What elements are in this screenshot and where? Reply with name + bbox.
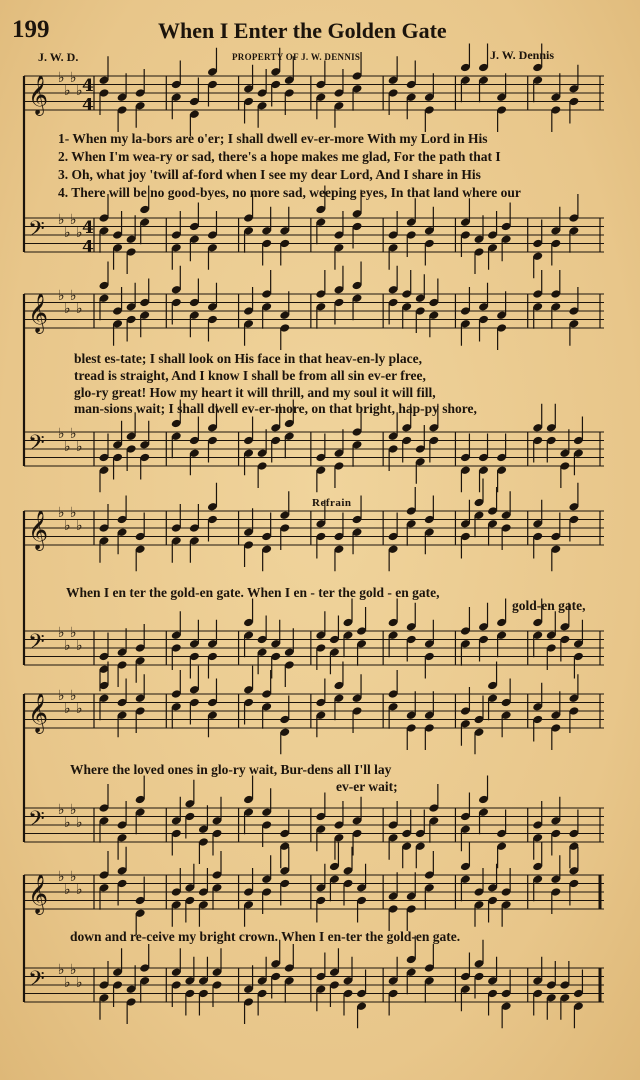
time-signature: 4	[82, 218, 94, 238]
flat-icon: ♭	[76, 814, 83, 831]
flat-icon: ♭	[58, 212, 65, 228]
flat-icon: ♭	[70, 688, 77, 704]
flat-icon: ♭	[64, 438, 71, 455]
flat-icon: ♭	[64, 637, 71, 654]
bass-clef-icon: 𝄢	[28, 217, 45, 247]
treble-clef-icon: 𝄞	[28, 874, 49, 914]
hymn-title: When I Enter the Golden Gate	[158, 18, 447, 43]
property-note: PROPERTY OF J. W. DENNIS	[232, 52, 361, 62]
flat-icon: ♭	[58, 625, 65, 641]
bass-clef-icon: 𝄢	[28, 807, 45, 837]
flat-icon: ♭	[70, 962, 77, 978]
flat-icon: ♭	[76, 224, 83, 241]
time-signature: 4	[82, 237, 94, 258]
refrain-line-2: Where the loved ones in glo-ry wait, Bur-dens all I'll lay	[70, 762, 392, 777]
flat-icon: ♭	[64, 814, 71, 831]
refrain-line-1: When I en ter the gold-en gate. When I en - ter the gold - en gate,	[66, 585, 440, 600]
flat-icon: ♭	[76, 974, 83, 991]
verse-2-line-a: 2. When I'm wea-ry or sad, there's a hope makes me glad, For the path that I	[58, 149, 501, 164]
verse-3-line-a: 3. Oh, what joy 'twill af-ford when I see my dear Lord, And I share in His	[58, 167, 481, 182]
flat-icon: ♭	[58, 688, 65, 704]
flat-icon: ♭	[76, 881, 83, 898]
flat-icon: ♭	[70, 505, 77, 521]
bass-clef-icon: 𝄢	[28, 967, 45, 997]
flat-icon: ♭	[58, 505, 65, 521]
verse-4-line-a: 4. There will be no good-byes, no more sad, weeping eyes, In that land where our	[58, 185, 521, 200]
time-signature: 4	[82, 95, 94, 116]
flat-icon: ♭	[64, 517, 71, 534]
flat-icon: ♭	[76, 300, 83, 317]
verse-1-line-a: 1- When my la-bors are o'er; I shall dwell ev-er-more With my Lord in His	[58, 131, 488, 146]
flat-icon: ♭	[70, 426, 77, 442]
flat-icon: ♭	[64, 224, 71, 241]
flat-icon: ♭	[70, 70, 77, 86]
flat-icon: ♭	[58, 869, 65, 885]
flat-icon: ♭	[70, 212, 77, 228]
flat-icon: ♭	[58, 70, 65, 86]
flat-icon: ♭	[58, 426, 65, 442]
flat-icon: ♭	[58, 962, 65, 978]
flat-icon: ♭	[76, 438, 83, 455]
flat-icon: ♭	[76, 517, 83, 534]
time-signature: 4	[82, 76, 94, 96]
refrain-line-2-alto: ev-er wait;	[336, 779, 398, 794]
treble-clef-icon: 𝄞	[28, 693, 49, 733]
treble-clef-icon: 𝄞	[28, 293, 49, 333]
flat-icon: ♭	[64, 700, 71, 717]
flat-icon: ♭	[76, 637, 83, 654]
refrain-line-1-alto: gold-en gate,	[512, 598, 586, 613]
flat-icon: ♭	[76, 82, 83, 99]
treble-clef-icon: 𝄞	[28, 510, 49, 550]
flat-icon: ♭	[70, 625, 77, 641]
bass-clef-icon: 𝄢	[28, 630, 45, 660]
flat-icon: ♭	[70, 869, 77, 885]
flat-icon: ♭	[64, 82, 71, 99]
flat-icon: ♭	[70, 802, 77, 818]
flat-icon: ♭	[64, 974, 71, 991]
flat-icon: ♭	[58, 802, 65, 818]
flat-icon: ♭	[70, 288, 77, 304]
verse-4-line-b: man-sions wait; I shall dwell ev-er-more, on that bright, hap-py shore,	[74, 401, 477, 416]
verse-2-line-b: tread is straight, And I know I shall be from all sin ev-er free,	[74, 368, 426, 383]
verse-1-line-b: blest es-tate; I shall look on His face in that heav-en-ly place,	[74, 351, 422, 366]
flat-icon: ♭	[58, 288, 65, 304]
treble-clef-icon: 𝄞	[28, 75, 49, 115]
bass-clef-icon: 𝄢	[28, 431, 45, 461]
lyricist-credit: J. W. D.	[38, 50, 79, 64]
flat-icon: ♭	[76, 700, 83, 717]
refrain-label: Refrain	[312, 497, 352, 509]
hymn-number: 199	[12, 16, 50, 43]
flat-icon: ♭	[64, 881, 71, 898]
composer-credit: J. W. Dennis	[490, 48, 555, 62]
flat-icon: ♭	[64, 300, 71, 317]
verse-3-line-b: glo-ry great! How my heart it will thrill, and my soul it will fill,	[74, 385, 436, 400]
refrain-line-3: down and re-ceive my bright crown. When I en-ter the gold-en gate.	[70, 929, 461, 944]
